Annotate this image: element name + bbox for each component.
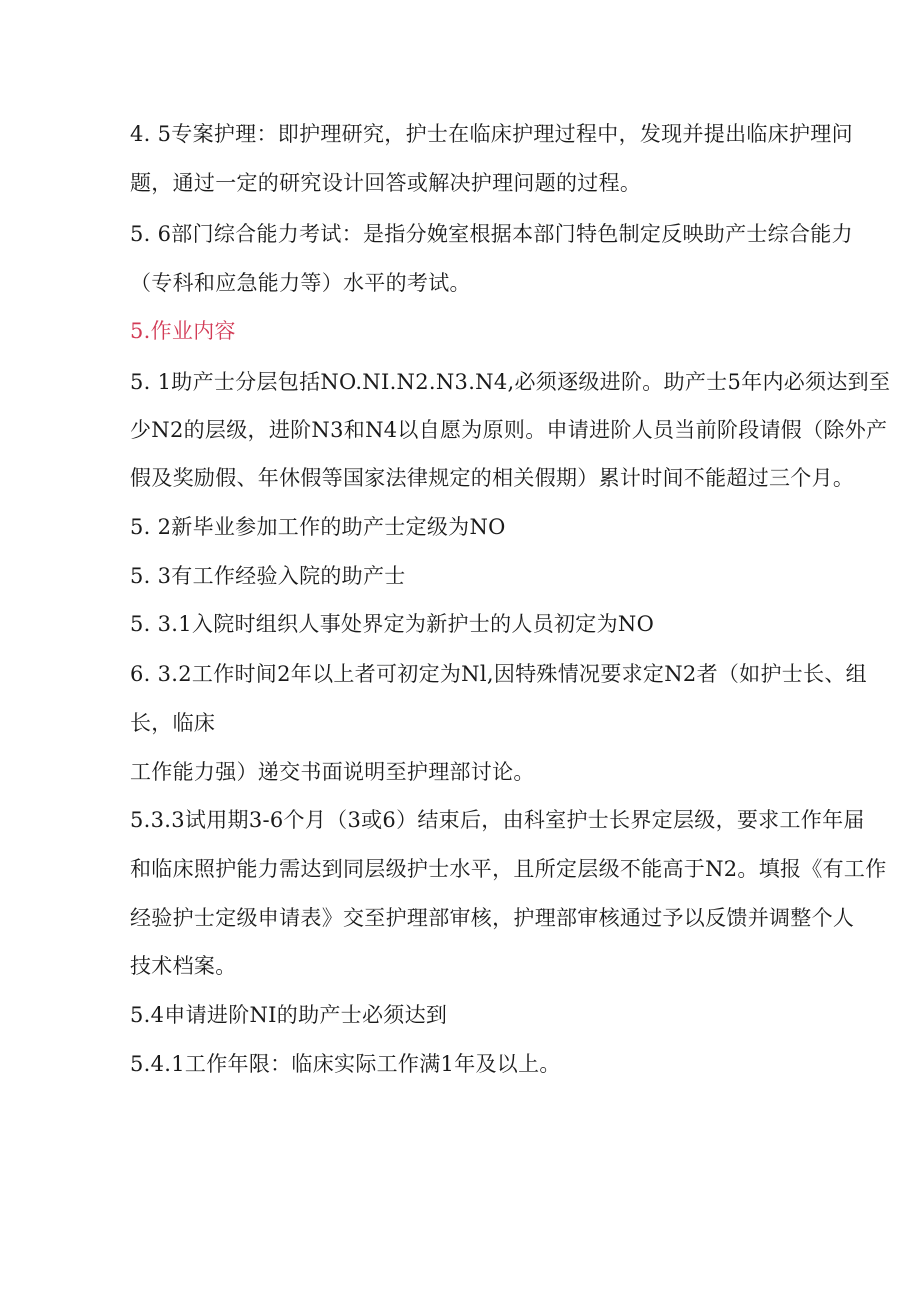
paragraph-line: 和临床照护能力需达到同层级护士水平，且所定层级不能高于N2。填报《有工作 [130, 857, 887, 881]
paragraph-line: 技术档案。 [130, 954, 237, 978]
paragraph-line: 假及奖励假、年休假等国家法律规定的相关假期）累计时间不能超过三个月。 [130, 466, 855, 490]
paragraph-line: 5. 3.1入院时组织人事处界定为新护士的人员初定为NO [130, 612, 655, 636]
paragraph-line: 5. 3有工作经验入院的助产士 [130, 564, 406, 588]
paragraph-line: （专科和应急能力等）水平的考试。 [130, 271, 471, 295]
paragraph-line: 工作能力强）递交书面说明至护理部讨论。 [130, 760, 535, 784]
paragraph-line: 5.3.3试用期3-6个月（3或6）结束后，由科室护士长界定层级，要求工作年届 [130, 808, 865, 832]
paragraph-line: 5. 2新毕业参加工作的助产士定级为NO [130, 515, 506, 539]
paragraph-line: 4. 5专案护理：即护理研究，护士在临床护理过程中，发现并提出临床护理问 [130, 122, 853, 146]
paragraph-line: 经验护士定级申请表》交至护理部审核，护理部审核通过予以反馈并调整个人 [130, 906, 855, 930]
paragraph-line: 6. 3.2工作时间2年以上者可初定为Nl,因特殊情况要求定N2者（如护士长、组 [130, 662, 867, 686]
paragraph-line: 题，通过一定的研究设计回答或解决护理问题的过程。 [130, 171, 642, 195]
paragraph-line: 少N2的层级，进阶N3和N4以自愿为原则。申请进阶人员当前阶段请假（除外产 [130, 418, 888, 442]
paragraph-line: 5.4.1工作年限：临床实际工作满1年及以上。 [130, 1052, 561, 1076]
section-heading: 5.作业内容 [130, 319, 236, 343]
paragraph-line: 5. 1助产士分层包括NO.NI.N2.N3.N4,必须逐级进阶。助产士5年内必须达到至 [130, 370, 891, 394]
paragraph-line: 5. 6部门综合能力考试：是指分娩室根据本部门特色制定反映助产士综合能力 [130, 222, 853, 246]
paragraph-line: 5.4申请进阶NI的助产士必须达到 [130, 1003, 448, 1027]
paragraph-line: 长，临床 [130, 711, 216, 735]
